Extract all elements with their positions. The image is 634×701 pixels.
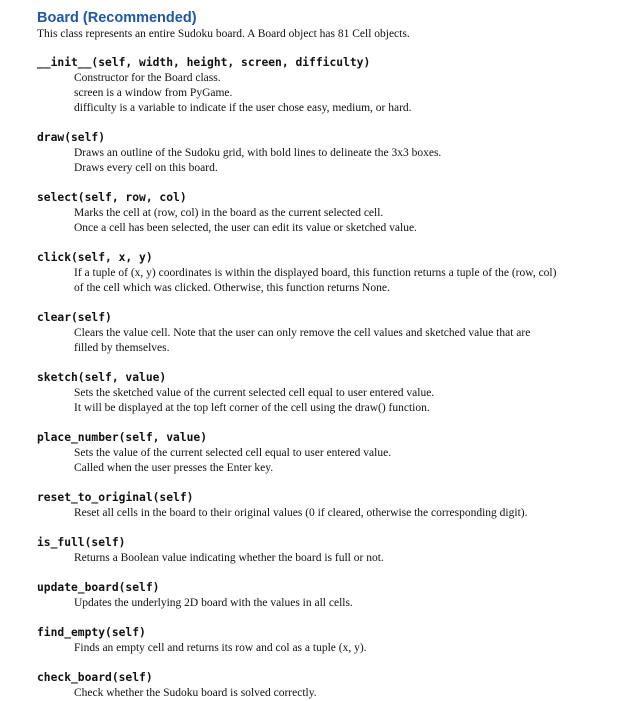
description-line: Once a cell has been selected, the user can edit its value or sketched value. [74,222,417,234]
description-line: Clears the value cell. Note that the user can only remove the cell values and sketched value that are [74,327,531,339]
method-description [74,551,607,566]
method-block [37,250,607,296]
method-signature: check_board(self) [37,671,153,684]
description-line: Called when the user presses the Enter key. [74,462,274,474]
description-line: screen is a window from PyGame. [74,87,233,99]
method-description [74,386,607,416]
method-description [74,686,607,701]
method-description [74,641,607,656]
method-description [74,266,607,296]
description-line: Marks the cell at (row, col) in the board as the current selected cell. [74,207,384,219]
description-line: It will be displayed at the top left corner of the cell using the draw() function. [74,402,430,414]
method-block [37,670,607,701]
method-block [37,55,607,116]
class-heading: Board (Recommended) [37,10,197,26]
description-line: Updates the underlying 2D board with the values in all cells. [74,597,353,609]
method-description [74,326,607,356]
class-description: This class represents an entire Sudoku board. A Board object has 81 Cell objects. [37,28,410,40]
method-block [37,310,607,356]
method-signature: select(self, row, col) [37,191,187,204]
description-line: Check whether the Sudoku board is solved correctly. [74,687,317,699]
method-signature: clear(self) [37,311,112,324]
method-signature: __init__(self, width, height, screen, difficulty) [37,56,371,69]
method-block [37,535,607,566]
description-line: Sets the sketched value of the current selected cell equal to user entered value. [74,387,435,399]
description-line: Returns a Boolean value indicating whether the board is full or not. [74,552,384,564]
method-signature: update_board(self) [37,581,160,594]
method-block [37,580,607,611]
method-description [74,446,607,476]
method-block [37,625,607,656]
method-block [37,130,607,176]
description-line: filled by themselves. [74,342,170,354]
method-block [37,490,607,521]
method-description [74,71,607,116]
method-description [74,506,607,521]
description-line: Sets the value of the current selected cell equal to user entered value. [74,447,392,459]
method-signature: click(self, x, y) [37,251,153,264]
method-signature: find_empty(self) [37,626,146,639]
method-block [37,370,607,416]
method-list [37,55,607,701]
description-line: Draws every cell on this board. [74,162,218,174]
method-signature: is_full(self) [37,536,126,549]
method-signature: reset_to_original(self) [37,491,194,504]
description-line: Reset all cells in the board to their original values (0 if cleared, otherwise the corresponding digit). [74,507,528,519]
method-description [74,146,607,176]
description-line: Constructor for the Board class. [74,72,221,84]
description-line: Finds an empty cell and returns its row and col as a tuple (x, y). [74,642,367,654]
method-block [37,190,607,236]
method-description [74,206,607,236]
method-description [74,596,607,611]
description-line: Draws an outline of the Sudoku grid, with bold lines to delineate the 3x3 boxes. [74,147,442,159]
description-line: difficulty is a variable to indicate if the user chose easy, medium, or hard. [74,102,412,114]
method-signature: sketch(self, value) [37,371,167,384]
description-line: of the cell which was clicked. Otherwise, this function returns None. [74,282,390,294]
method-signature: place_number(self, value) [37,431,208,444]
method-signature: draw(self) [37,131,106,144]
description-line: If a tuple of (x, y) coordinates is within the displayed board, this function returns a tuple of the (row, col) [74,267,557,279]
document-page [37,9,607,701]
method-block [37,430,607,476]
